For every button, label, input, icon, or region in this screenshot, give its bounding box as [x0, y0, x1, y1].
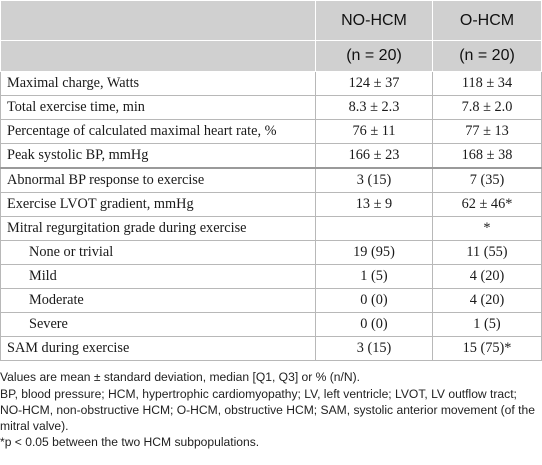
o-hcm-value: 62 ± 46* [433, 193, 542, 217]
o-hcm-value: 118 ± 34 [433, 72, 542, 96]
header-o-hcm: O-HCM [433, 1, 542, 41]
row-label: Exercise LVOT gradient, mmHg [1, 193, 316, 217]
no-hcm-value: 8.3 ± 2.3 [316, 96, 433, 120]
header-empty-cell [1, 1, 316, 41]
table-row [1, 72, 542, 96]
row-label: Mitral regurgitation grade during exercise [1, 217, 316, 241]
table-header [1, 1, 542, 72]
o-hcm-value: 4 (20) [433, 289, 542, 313]
table-row [1, 289, 542, 313]
o-hcm-value: 168 ± 38 [433, 144, 542, 169]
table-body [1, 72, 542, 361]
no-hcm-value: 3 (15) [316, 337, 433, 361]
no-hcm-value: 0 (0) [316, 289, 433, 313]
table-row [1, 241, 542, 265]
table-row [1, 144, 542, 169]
o-hcm-value: 7 (35) [433, 168, 542, 193]
no-hcm-value: 3 (15) [316, 168, 433, 193]
o-hcm-value: 15 (75)* [433, 337, 542, 361]
table-row [1, 265, 542, 289]
row-label: SAM during exercise [1, 337, 316, 361]
table-row [1, 337, 542, 361]
row-label: Moderate [1, 289, 316, 313]
table-row [1, 120, 542, 144]
table-row [1, 217, 542, 241]
o-hcm-value: 77 ± 13 [433, 120, 542, 144]
table-footnotes [0, 369, 541, 450]
footnote-values: Values are mean ± standard deviation, median [Q1, Q3] or % (n/N). [0, 370, 360, 384]
o-hcm-value: 1 (5) [433, 313, 542, 337]
table-row [1, 168, 542, 193]
o-hcm-value: 4 (20) [433, 265, 542, 289]
no-hcm-value: 76 ± 11 [316, 120, 433, 144]
row-label: None or trivial [1, 241, 316, 265]
o-hcm-value: 11 (55) [433, 241, 542, 265]
footnote-significance: *p < 0.05 between the two HCM subpopulations. [0, 435, 260, 449]
footnote-abbreviations: BP, blood pressure; HCM, hypertrophic cardiomyopathy; LV, left ventricle; LVOT, LV outflow tract; NO-HCM, non-obstructive HCM; O-HCM, obstructive HCM; SAM, systolic anterior movement (of the mitral valve). [0, 387, 535, 433]
header-no-hcm: NO-HCM [316, 1, 433, 41]
no-hcm-value: 13 ± 9 [316, 193, 433, 217]
table-row [1, 313, 542, 337]
header-n-no-hcm: (n = 20) [316, 41, 433, 72]
row-label: Percentage of calculated maximal heart rate, % [1, 120, 316, 144]
no-hcm-value: 1 (5) [316, 265, 433, 289]
row-label: Maximal charge, Watts [1, 72, 316, 96]
o-hcm-value: * [433, 217, 542, 241]
row-label: Peak systolic BP, mmHg [1, 144, 316, 169]
row-label: Abnormal BP response to exercise [1, 168, 316, 193]
table-row [1, 96, 542, 120]
no-hcm-value: 19 (95) [316, 241, 433, 265]
o-hcm-value: 7.8 ± 2.0 [433, 96, 542, 120]
no-hcm-value [316, 217, 433, 241]
row-label: Mild [1, 265, 316, 289]
header-n-o-hcm: (n = 20) [433, 41, 542, 72]
table-row [1, 193, 542, 217]
no-hcm-value: 166 ± 23 [316, 144, 433, 169]
no-hcm-value: 124 ± 37 [316, 72, 433, 96]
row-label: Total exercise time, min [1, 96, 316, 120]
header-empty-cell [1, 41, 316, 72]
row-label: Severe [1, 313, 316, 337]
no-hcm-value: 0 (0) [316, 313, 433, 337]
